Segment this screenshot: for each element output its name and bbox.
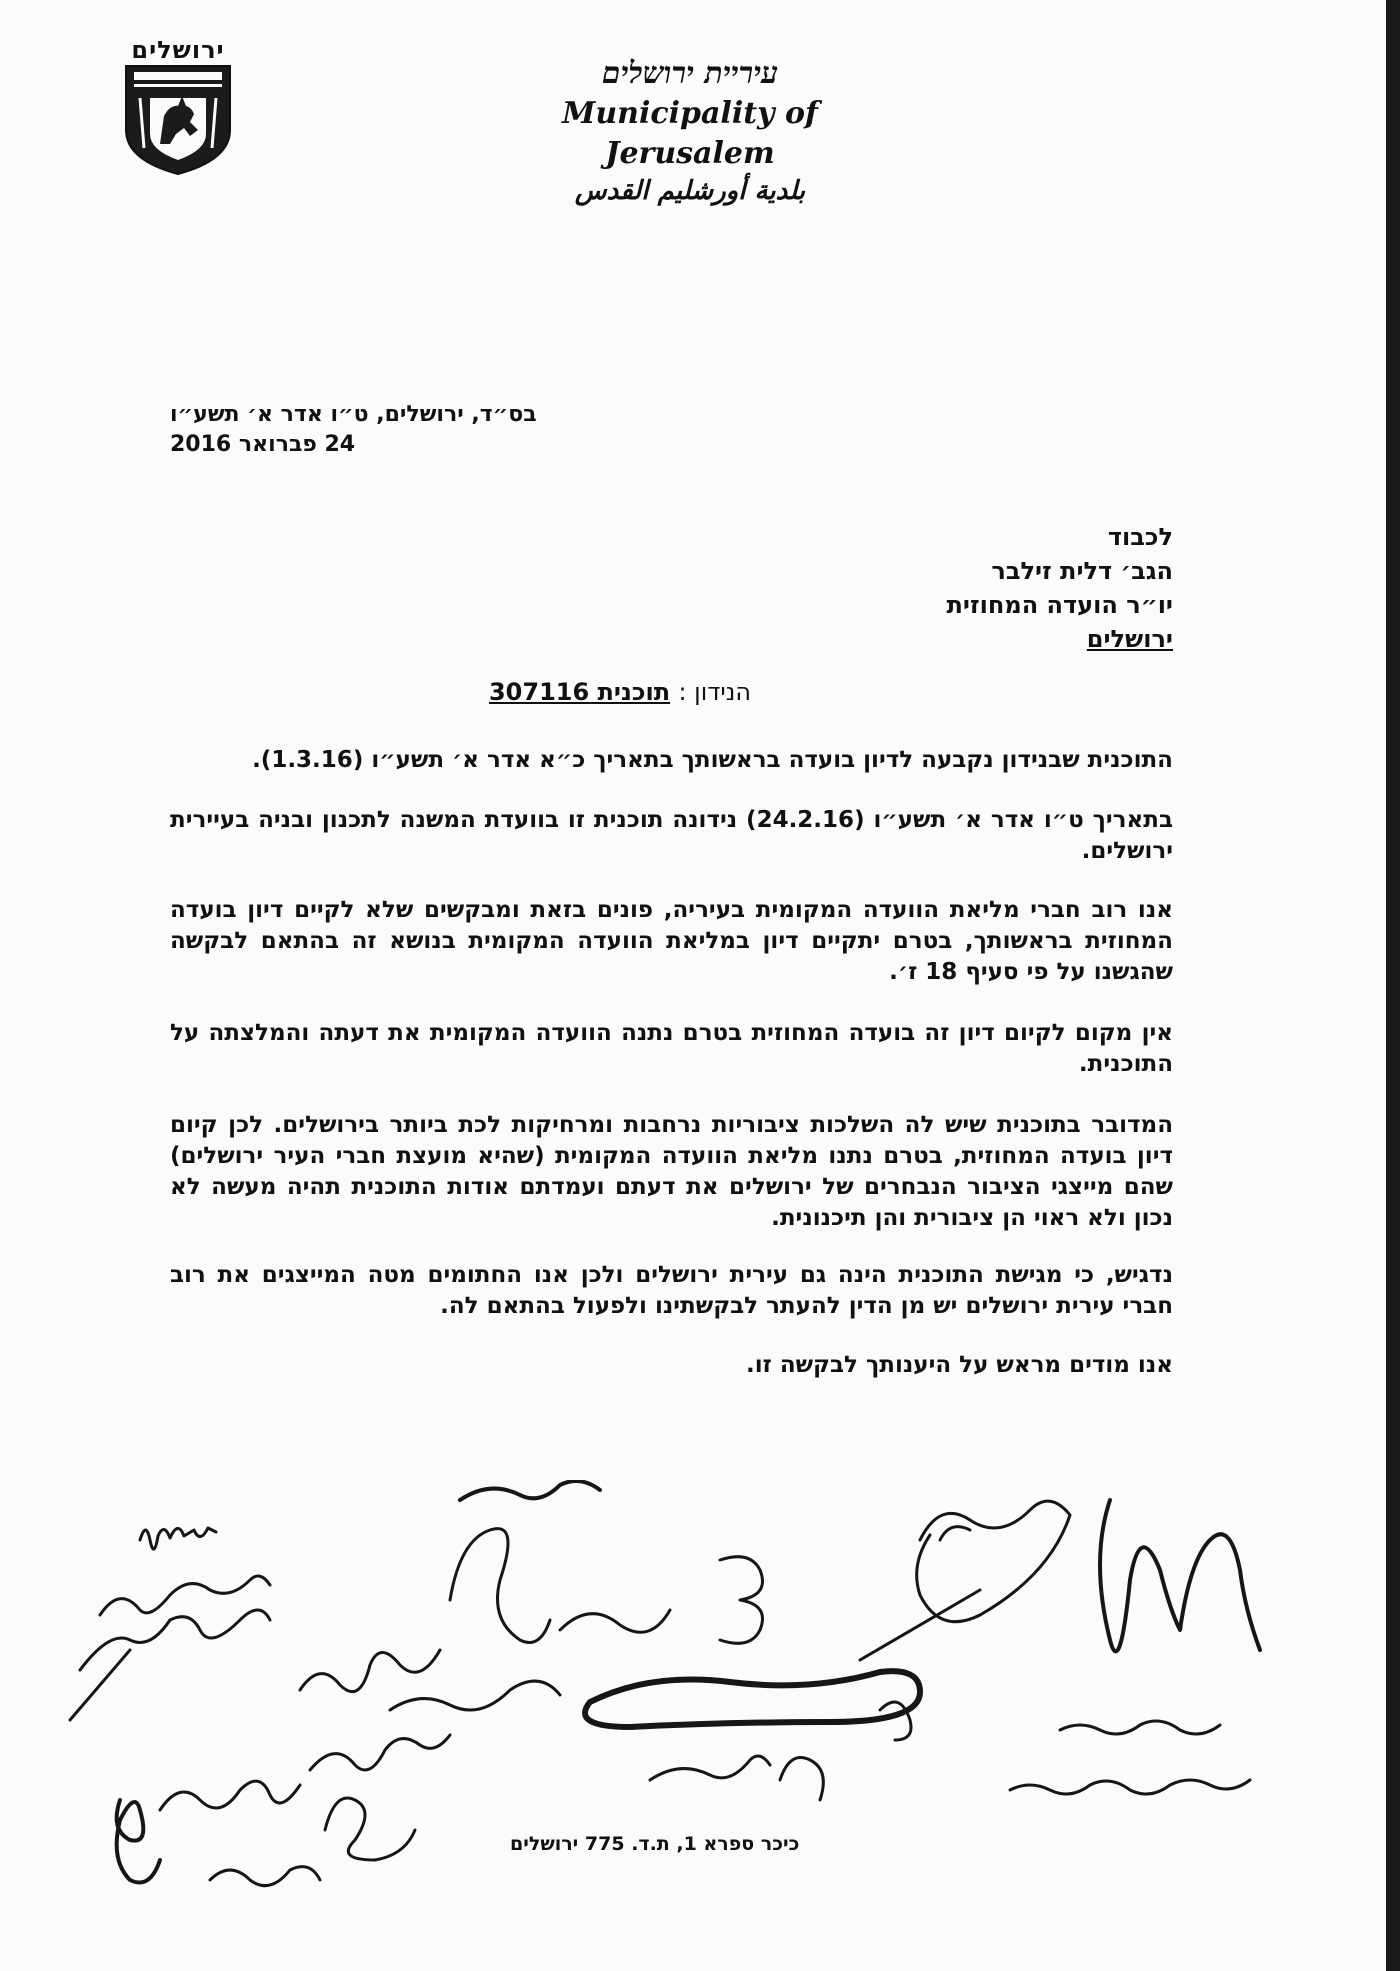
date-hebrew: בס״ד, ירושלים, ט״ו אדר א׳ תשע״ו	[170, 402, 537, 427]
letterhead	[480, 54, 900, 208]
signature-scribble-9	[1060, 1500, 1260, 1734]
signature-scribble-3	[300, 1650, 450, 1860]
body-paragraph: התוכנית שבנידון נקבעה לדיון בועדה בראשותך בתאריך כ״א אדר א׳ תשע״ו (1.3.16).	[252, 747, 1173, 773]
signature-scribble-4	[390, 1481, 600, 1710]
signature-scribble-7	[650, 1756, 823, 1800]
addressee-city: ירושלים	[1086, 625, 1173, 653]
signature-scribble-5	[560, 1557, 763, 1644]
subject-label: הנידון :	[678, 678, 752, 706]
salutation: לכבוד	[1107, 523, 1173, 551]
body-paragraph: בתאריך ט״ו אדר א׳ תשע״ו (24.2.16) נידונה תוכנית זו בוועדת המשנה לתכנון ובניה בעיירית ירושלים.	[170, 807, 1173, 864]
scan-edge	[1386, 0, 1400, 1971]
body-paragraph: אנו מודים מראש על היענותך לבקשה זו.	[745, 1352, 1173, 1378]
signature-scribble-10	[1010, 1780, 1250, 1794]
subject-value: תוכנית 307116	[488, 678, 671, 706]
subject-line	[380, 678, 860, 706]
signature-scribble-6	[585, 1671, 920, 1740]
footer-address: כיכר ספרא 1, ת.ד. 775 ירושלים	[510, 1833, 800, 1855]
org-name-arabic: بلدية أورشليم القدس	[574, 176, 806, 206]
letter-date	[170, 400, 550, 460]
signatures-area	[60, 1480, 1340, 1950]
addressee-title: יו״ר הועדה המחוזית	[946, 591, 1173, 619]
signature-scribble-2	[117, 1781, 320, 1886]
body-paragraph: נדגיש, כי מגישת התוכנית הינה גם עירית ירושלים ולכן אנו החתומים מטה המייצגים את רוב חברי עירית ירושלים יש מן הדין להעתר לבקשתינו ולפעול בהתאם לה.	[170, 1262, 1173, 1319]
addressee-block	[653, 520, 1173, 656]
org-name-hebrew: עיריית ירושלים	[601, 56, 779, 91]
signature-scribble-8	[860, 1501, 1070, 1660]
crest-caption: ירושלים	[131, 36, 225, 64]
date-gregorian: 24 פברואר 2016	[170, 432, 356, 457]
body-paragraph: אנו רוב חברי מליאת הוועדה המקומית בעיריה, פונים בזאת ומבקשים שלא לקיים דיון בועדה המחוזית בראשותך, בטרם יתקיים דיון במליאת הוועדה המקומית בנושא זה בהתאם לבקשה שהגשנו על פי סעיף 18 ז׳.	[170, 897, 1173, 985]
signature-scribble-1	[70, 1528, 270, 1720]
body-paragraph: המדובר בתוכנית שיש לה השלכות ציבוריות נרחבות ומרחיקות לכת ביותר בירושלים. לכן קיום דיון בועדה המחוזית, בטרם נתנו מליאת הוועדה המקומית (שהיא מועצת חברי העיר ירושלים) שהם מייצגי הציבור הנבחרים של ירושלים את דעתם ועמדתם אודות התוכנית תהיה מעשה לא נכון ולא ראוי הן ציבורית והן תיכנונית.	[170, 1112, 1173, 1231]
org-name-english: Municipality of Jerusalem	[562, 96, 818, 171]
addressee-name: הגב׳ דלית זילבר	[991, 557, 1173, 585]
body-paragraph: אין מקום לקיום דיון זה בועדה המחוזית בטרם נתנה הוועדה המקומית את דעתה והמלצתה על התוכנית.	[170, 1020, 1173, 1077]
